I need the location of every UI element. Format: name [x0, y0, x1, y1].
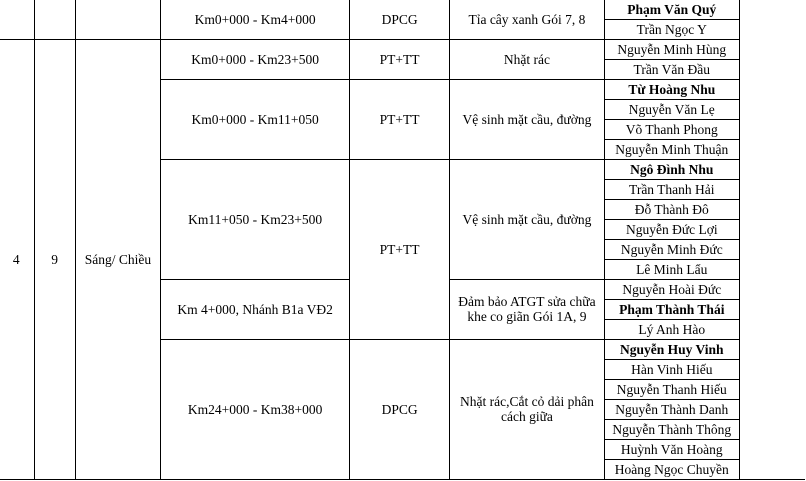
route-cell: Km 4+000, Nhánh B1a VĐ2	[161, 279, 350, 339]
worker-name: Ngô Đình Nhu	[604, 159, 739, 179]
worker-name: Trần Văn Đầu	[604, 59, 739, 79]
worker-name: Nguyễn Thành Danh	[604, 399, 739, 419]
task-cell: Vệ sinh mặt cầu, đường	[450, 159, 605, 279]
route-cell: Km0+000 - Km23+500	[161, 39, 350, 79]
unit-cell: DPCG	[350, 339, 450, 479]
task-cell: Tỉa cây xanh Gói 7, 8	[450, 0, 605, 39]
unit-cell: PT+TT	[350, 39, 450, 79]
worker-name: Nguyễn Văn Lẹ	[604, 99, 739, 119]
task-cell: Đảm bảo ATGT sửa chữa khe co giãn Gói 1A, 9	[450, 279, 605, 339]
stt-cell: 4	[0, 39, 34, 479]
worker-name: Nguyễn Minh Đức	[604, 239, 739, 259]
worker-name: Đỗ Thành Đô	[604, 199, 739, 219]
day-cell: 9	[34, 39, 75, 479]
worker-name: Nguyễn Huy Vinh	[604, 339, 739, 359]
unit-cell: DPCG	[350, 0, 450, 39]
stt-cell-prev	[0, 0, 34, 39]
route-cell: Km24+000 - Km38+000	[161, 339, 350, 479]
route-cell: Km0+000 - Km11+050	[161, 79, 350, 159]
shift-cell: Sáng/ Chiều	[75, 39, 160, 479]
blank-column	[739, 0, 805, 479]
worker-name: Nguyễn Minh Hùng	[604, 39, 739, 59]
worker-name: Phạm Văn Quý	[604, 0, 739, 19]
table-row	[0, 0, 805, 19]
worker-name: Võ Thanh Phong	[604, 119, 739, 139]
worker-name: Từ Hoàng Nhu	[604, 79, 739, 99]
shift-cell-prev	[75, 0, 160, 39]
worker-name: Hàn Vinh Hiếu	[604, 359, 739, 379]
worker-name: Trần Thanh Hải	[604, 179, 739, 199]
route-cell: Km0+000 - Km4+000	[161, 0, 350, 39]
task-cell: Nhặt rác,Cắt cỏ dải phân cách giữa	[450, 339, 605, 479]
worker-name: Hoàng Ngọc Chuyền	[604, 459, 739, 479]
worker-name: Trần Ngọc Y	[604, 19, 739, 39]
worker-name: Huỳnh Văn Hoàng	[604, 439, 739, 459]
worker-name: Nguyễn Thanh Hiếu	[604, 379, 739, 399]
worker-name: Nguyễn Minh Thuận	[604, 139, 739, 159]
table-row	[0, 39, 805, 59]
task-cell: Nhặt rác	[450, 39, 605, 79]
unit-cell: PT+TT	[350, 79, 450, 159]
worker-name: Phạm Thành Thái	[604, 299, 739, 319]
route-cell: Km11+050 - Km23+500	[161, 159, 350, 279]
day-cell-prev	[34, 0, 75, 39]
worker-name: Lê Minh Lẩu	[604, 259, 739, 279]
worker-name: Nguyễn Hoài Đức	[604, 279, 739, 299]
worker-name: Nguyễn Đức Lợi	[604, 219, 739, 239]
unit-cell: PT+TT	[350, 159, 450, 339]
worker-name: Nguyễn Thành Thông	[604, 419, 739, 439]
task-cell: Vệ sinh mặt cầu, đường	[450, 79, 605, 159]
worker-name: Lý Anh Hào	[604, 319, 739, 339]
